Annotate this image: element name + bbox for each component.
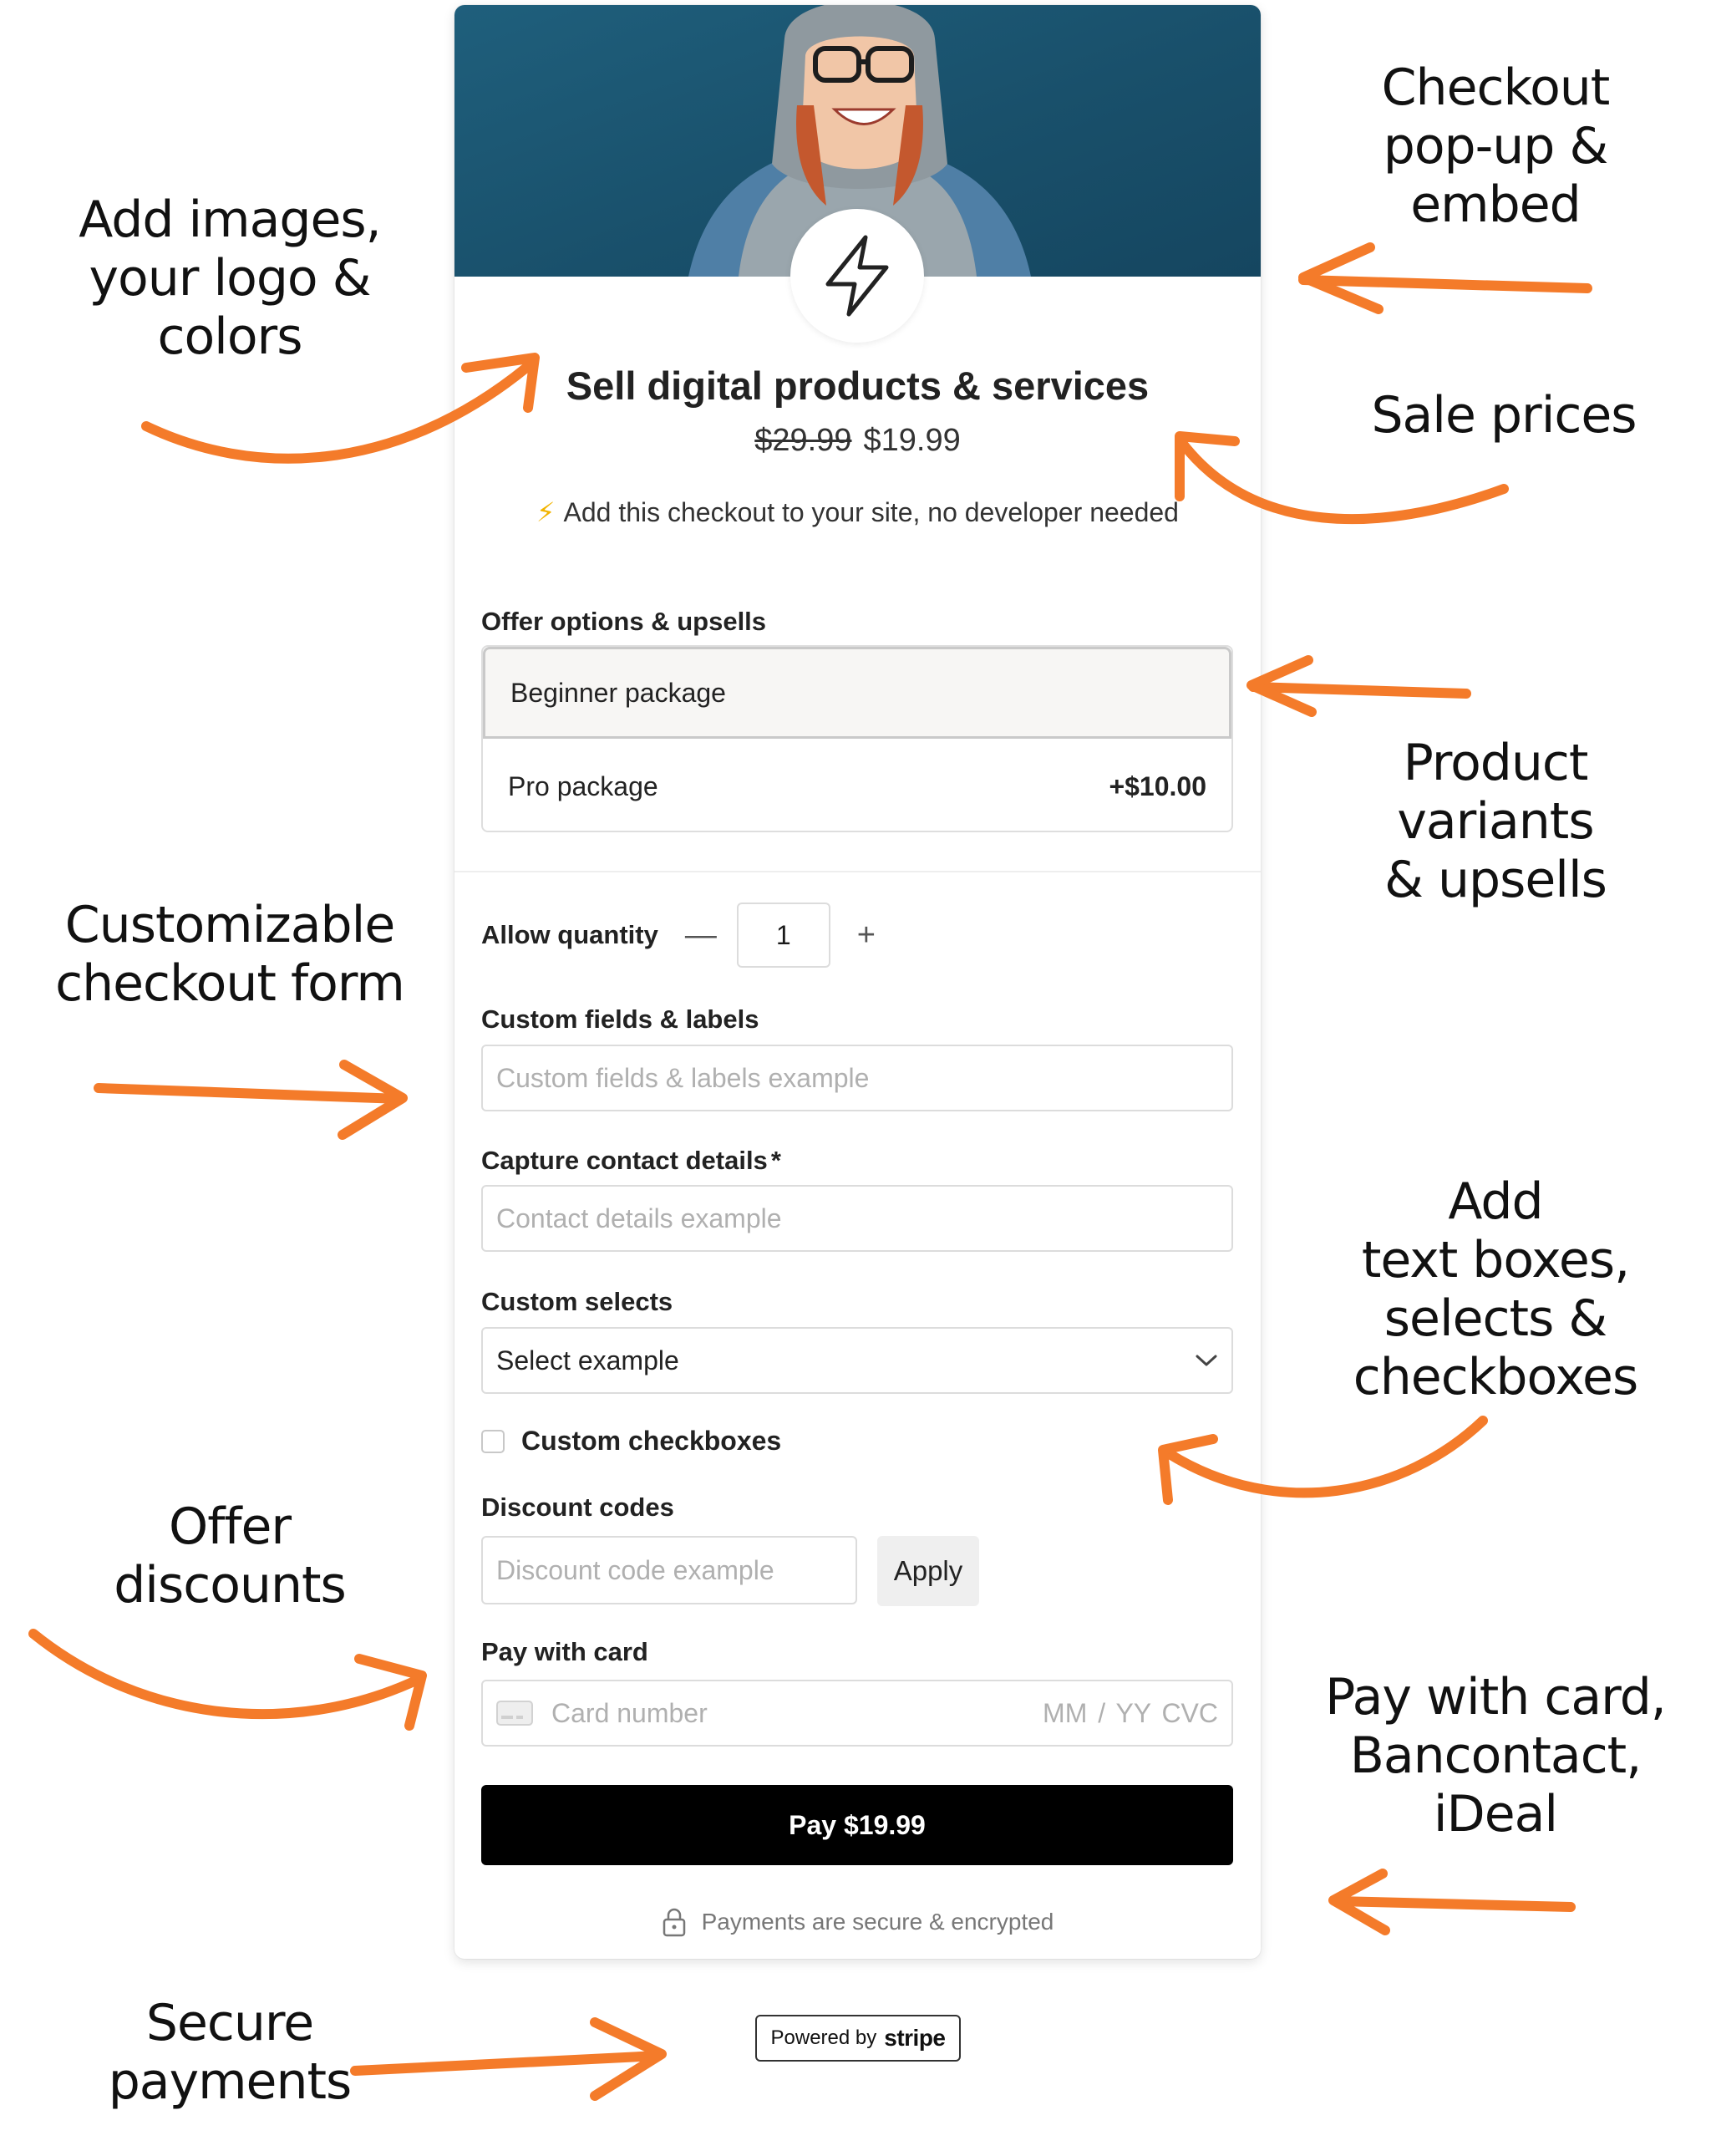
- contact-details-label: Capture contact details *: [481, 1146, 781, 1175]
- custom-select[interactable]: [481, 1327, 1233, 1394]
- secure-text: Payments are secure & encrypted: [701, 1909, 1054, 1935]
- expiry-cvc-placeholder: MM / YY CVC: [1043, 1697, 1218, 1728]
- variant-list: [481, 645, 1233, 832]
- annotation-pay-with: Pay with card, Bancontact, iDeal: [1325, 1668, 1666, 1843]
- discount-code-input[interactable]: [481, 1536, 857, 1604]
- annotation-images-logo: Add images, your logo & colors: [79, 191, 381, 366]
- tagline-text: Add this checkout to your site, no developer needed: [563, 497, 1179, 527]
- brand-logo: [790, 209, 924, 343]
- quantity-label: Allow quantity: [481, 920, 658, 949]
- annotation-secure: Secure payments: [108, 1994, 352, 2111]
- secure-note: [454, 1907, 1261, 1937]
- variant-price: +$10.00: [1109, 770, 1206, 801]
- select-value: Select example: [496, 1345, 679, 1375]
- discount-codes-label: Discount codes: [481, 1492, 674, 1522]
- quantity-row: [481, 902, 887, 969]
- arrow-to-variants: [1252, 660, 1466, 712]
- powered-by-text: Powered by: [770, 2026, 877, 2049]
- offer-options-label: Offer options & upsells: [481, 607, 767, 636]
- chevron-down-icon: [1195, 1353, 1218, 1368]
- product-title: Sell digital products & services: [566, 364, 1150, 408]
- variant-pro[interactable]: [483, 740, 1231, 832]
- pay-with-card-label: Pay with card: [481, 1637, 648, 1666]
- apply-button[interactable]: Apply: [877, 1536, 979, 1606]
- bolt-icon: ⚡: [536, 497, 556, 527]
- contact-details-input[interactable]: [481, 1185, 1233, 1252]
- arrow-to-stripe: [355, 2022, 662, 2096]
- arrow-to-discounts: [33, 1634, 422, 1726]
- lock-icon: [662, 1907, 687, 1937]
- powered-by-stripe-badge[interactable]: [755, 2015, 961, 2062]
- quantity-decrement-button[interactable]: —: [684, 917, 717, 953]
- tagline: [454, 496, 1261, 528]
- arrow-to-pay: [1333, 1874, 1571, 1930]
- pay-button[interactable]: Pay $19.99: [481, 1785, 1233, 1865]
- checkbox-box[interactable]: [481, 1430, 505, 1453]
- card-input[interactable]: [481, 1680, 1233, 1747]
- arrow-to-form: [99, 1065, 403, 1135]
- annotation-variants: Product variants & upsells: [1384, 734, 1607, 909]
- annotation-sale-prices: Sale prices: [1371, 386, 1637, 445]
- custom-selects-label: Custom selects: [481, 1287, 673, 1316]
- custom-fields-input[interactable]: [481, 1045, 1233, 1111]
- custom-fields-label: Custom fields & labels: [481, 1004, 759, 1034]
- sale-price: $19.99: [863, 423, 961, 458]
- original-price: $29.99: [754, 423, 852, 458]
- credit-card-icon: [496, 1701, 533, 1726]
- price-row: [454, 423, 1261, 459]
- annotation-popup: Checkout pop-up & embed: [1381, 58, 1610, 234]
- checkbox-label: Custom checkboxes: [521, 1426, 782, 1456]
- variant-name: Beginner package: [510, 677, 726, 708]
- custom-checkbox[interactable]: [481, 1426, 781, 1457]
- card-number-placeholder: Card number: [551, 1697, 708, 1728]
- section-divider: [454, 871, 1261, 872]
- lightning-icon: [820, 234, 895, 318]
- annotation-discounts: Offer discounts: [114, 1498, 346, 1614]
- annotation-text-boxes: Add text boxes, selects & checkboxes: [1353, 1172, 1638, 1406]
- discount-placeholder: Discount code example: [496, 1554, 774, 1585]
- variant-name: Pro package: [508, 770, 658, 801]
- arrow-to-hero: [1303, 247, 1587, 309]
- annotation-checkout-form: Customizable checkout form: [55, 896, 404, 1013]
- checkout-card: [454, 5, 1261, 1959]
- stripe-logo: stripe: [884, 2025, 946, 2051]
- quantity-increment-button[interactable]: +: [856, 917, 876, 953]
- variant-beginner[interactable]: [483, 647, 1231, 739]
- contact-details-placeholder: Contact details example: [496, 1203, 782, 1233]
- custom-fields-placeholder: Custom fields & labels example: [496, 1062, 870, 1093]
- quantity-input[interactable]: 1: [737, 903, 830, 968]
